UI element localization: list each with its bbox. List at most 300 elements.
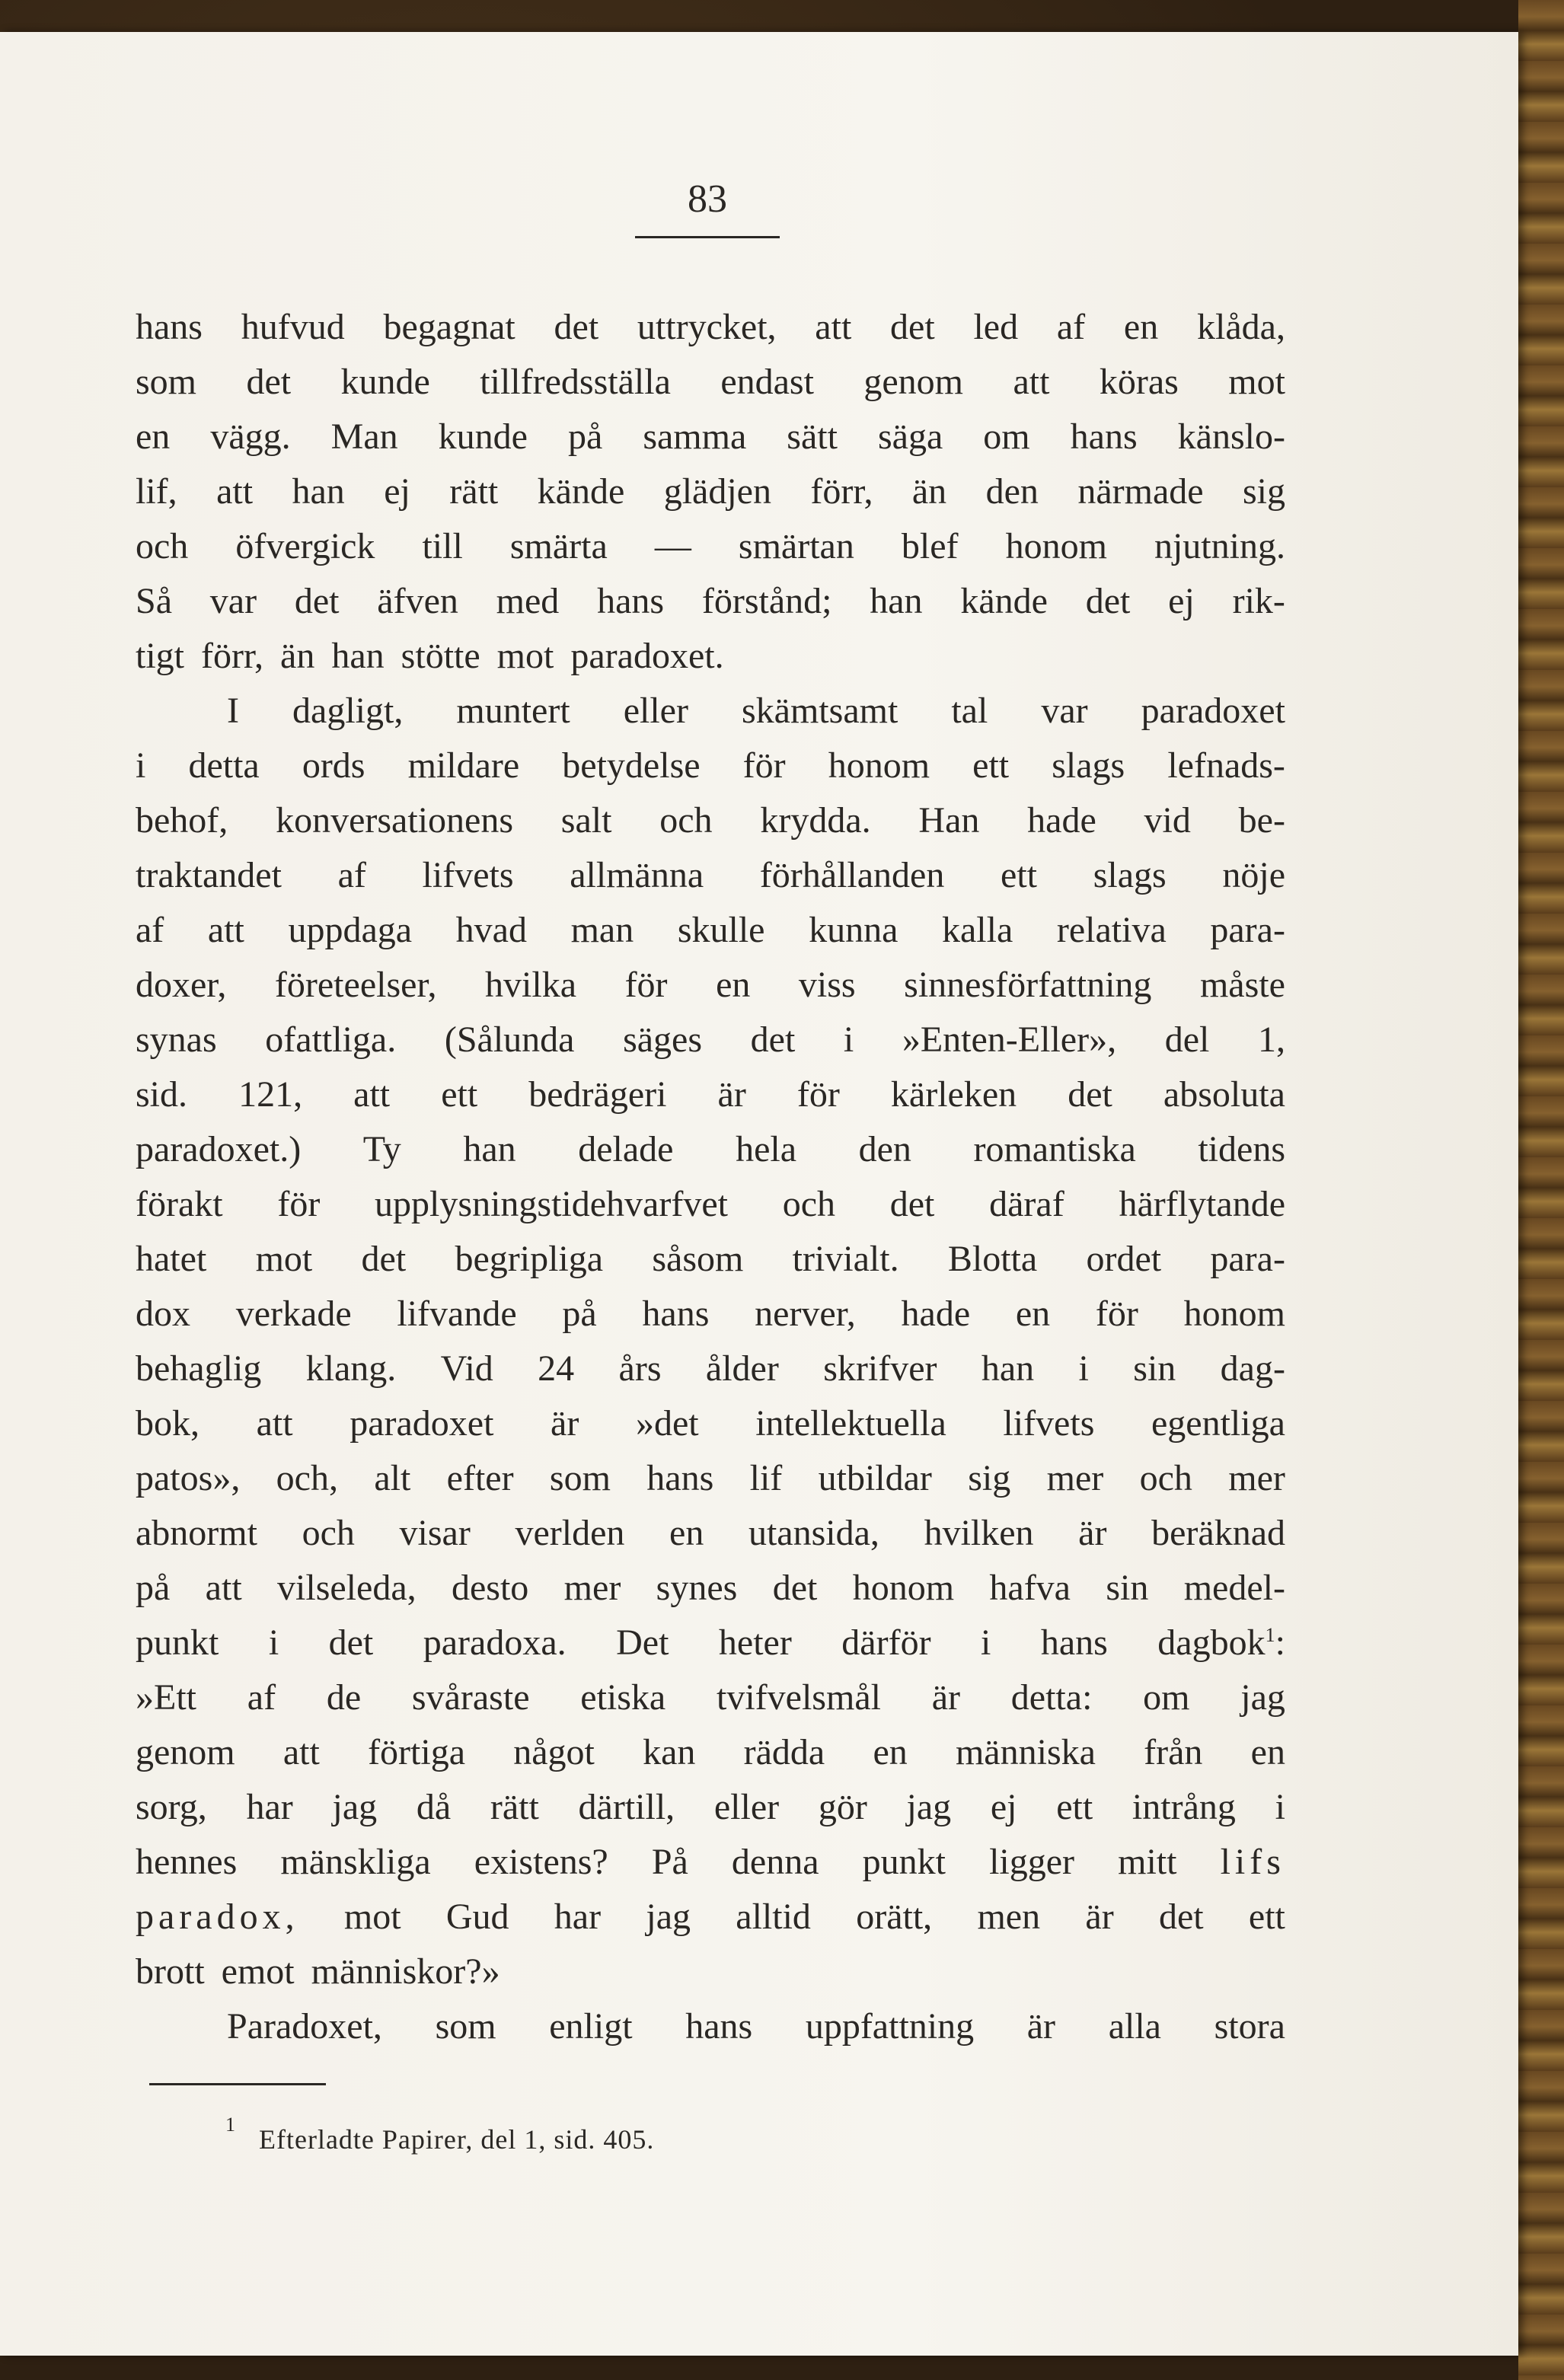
word: köras: [1099, 362, 1179, 402]
text-line: [136, 355, 1285, 410]
word: hade: [1027, 800, 1096, 841]
text-line: [136, 574, 1285, 629]
word: då: [416, 1787, 452, 1827]
word: klang.: [305, 1348, 397, 1389]
word: existens?: [474, 1842, 608, 1882]
word: det: [1068, 1074, 1112, 1115]
word: krydda.: [760, 800, 871, 841]
word: intellektuella: [755, 1403, 946, 1444]
word: det: [890, 307, 935, 347]
word: paradoxet: [1141, 691, 1285, 731]
book-page: [0, 32, 1518, 2356]
word: uppfattning: [805, 2006, 975, 2047]
word: »Ett: [136, 1677, 196, 1718]
word: tal: [951, 691, 988, 731]
word: hans: [136, 307, 203, 347]
word: ej: [990, 1787, 1017, 1827]
word: verkade: [235, 1294, 352, 1334]
word: ordet: [1086, 1239, 1162, 1279]
word: detta:: [1010, 1677, 1093, 1718]
word: alla: [1108, 2006, 1161, 2047]
word: mildare: [407, 745, 520, 786]
word: samma: [643, 416, 747, 457]
word: säga: [877, 416, 943, 457]
word: hans: [1040, 1622, 1108, 1663]
word: glädjen: [663, 471, 771, 512]
word: hans: [642, 1294, 710, 1334]
word: begripliga: [455, 1239, 604, 1279]
word: sätt: [787, 416, 838, 457]
page-number: 83: [688, 177, 727, 221]
word: 1,: [1257, 1019, 1285, 1060]
word: sin: [1106, 1568, 1149, 1608]
word: desto: [451, 1568, 529, 1608]
word: hvilka: [485, 965, 577, 1005]
text-line: [136, 1616, 1285, 1670]
word: absoluta: [1163, 1074, 1285, 1115]
word: bedrägeri: [528, 1074, 667, 1115]
word: ett: [972, 745, 1010, 786]
word: af: [337, 855, 366, 895]
word: etiska: [580, 1677, 666, 1718]
word: för: [742, 745, 786, 786]
word: hufvud: [241, 307, 345, 347]
word: är: [1026, 2006, 1056, 2047]
word: en: [1015, 1294, 1051, 1334]
word: af: [1056, 307, 1086, 347]
word: led: [973, 307, 1019, 347]
word: kan: [643, 1732, 696, 1772]
word: ett: [1001, 855, 1038, 895]
word: en: [873, 1732, 908, 1772]
word: synas: [136, 1019, 217, 1060]
word: och: [1139, 1458, 1192, 1498]
text-line: [136, 1287, 1285, 1342]
word: muntert: [456, 691, 570, 731]
word: däraf: [989, 1184, 1064, 1224]
word: traktandet: [136, 855, 282, 895]
word: ett: [441, 1074, 478, 1115]
word: det: [554, 307, 599, 347]
page-number-rule: [635, 236, 780, 238]
word: sig: [1242, 471, 1285, 512]
word: hans: [685, 2006, 753, 2047]
word: stötte: [401, 636, 480, 676]
word: skämtsamt: [741, 691, 899, 731]
word: för: [1095, 1294, 1138, 1334]
word: för: [277, 1184, 321, 1224]
word: honom: [828, 745, 930, 786]
word: än: [280, 636, 315, 676]
word: tigt: [136, 636, 185, 676]
word: Vid: [440, 1348, 493, 1389]
word: har: [246, 1787, 293, 1827]
word: dagligt,: [292, 691, 404, 731]
word: en: [1250, 1732, 1285, 1772]
word: njutning.: [1154, 526, 1285, 566]
word: på: [136, 1568, 171, 1608]
word: förr,: [201, 636, 264, 676]
word: än: [911, 471, 947, 512]
word: orätt,: [856, 1897, 933, 1937]
word: 121,: [238, 1074, 303, 1115]
word: mer: [1228, 1458, 1285, 1498]
text-line: [136, 684, 1285, 739]
word: behof,: [136, 800, 228, 841]
text-line: [136, 848, 1285, 903]
word: lifvande: [397, 1294, 517, 1334]
word: om: [983, 416, 1030, 457]
word: det: [889, 1184, 935, 1224]
word: »det: [635, 1403, 699, 1444]
word: säges: [623, 1019, 703, 1060]
word: dagbok$^1$:: [1157, 1622, 1285, 1663]
word: allmänna: [570, 855, 704, 895]
word: års: [618, 1348, 662, 1389]
word: honom: [1183, 1294, 1285, 1334]
word: jag: [906, 1787, 952, 1827]
word: hela: [736, 1129, 797, 1169]
word: bok,: [136, 1403, 199, 1444]
word: svåraste: [411, 1677, 530, 1718]
word: kalla: [941, 910, 1013, 950]
word: han: [331, 636, 385, 676]
word: man: [570, 910, 634, 950]
word: hans: [597, 581, 665, 621]
word: visar: [399, 1513, 471, 1553]
word: mitt: [1118, 1842, 1177, 1882]
text-line: [136, 903, 1285, 958]
word: därför: [841, 1622, 931, 1663]
word: På: [651, 1842, 688, 1882]
word: tillfredsställa: [480, 362, 671, 402]
word: nöje: [1222, 855, 1285, 895]
word: han: [292, 471, 345, 512]
word: till: [422, 526, 463, 566]
word: paradoxet.): [136, 1129, 302, 1169]
word: hennes: [136, 1842, 238, 1882]
word: relativa: [1056, 910, 1167, 950]
word: smärta: [509, 526, 608, 566]
word: lif,: [136, 471, 177, 512]
word: behaglig: [136, 1348, 262, 1389]
footnote-marker: 1: [225, 2114, 235, 2136]
word: kände: [537, 471, 625, 512]
word: abnormt: [136, 1513, 257, 1553]
word: rätt: [490, 1787, 539, 1827]
word: en: [716, 965, 751, 1005]
text-line: [136, 1232, 1285, 1287]
word: det: [328, 1622, 374, 1663]
text-line: [136, 1780, 1285, 1835]
word: emot: [221, 1951, 295, 1992]
word: i: [136, 745, 146, 786]
text-line: [136, 1835, 1285, 1890]
word: att: [207, 910, 244, 950]
text-line: [136, 1725, 1285, 1780]
word: som: [435, 2006, 496, 2047]
text-line: [136, 793, 1285, 848]
word: patos»,: [136, 1458, 241, 1498]
word: för: [624, 965, 668, 1005]
word: hafva: [989, 1568, 1071, 1608]
word: att: [205, 1568, 242, 1608]
word: förhållanden: [759, 855, 945, 895]
word: på: [562, 1294, 597, 1334]
word: lifvets: [1003, 1403, 1095, 1444]
word: punkt: [862, 1842, 946, 1882]
word: hans: [1070, 416, 1138, 457]
text-line: [136, 1177, 1285, 1232]
word: Man: [330, 416, 398, 457]
word: honom: [852, 1568, 955, 1608]
word: i: [1275, 1787, 1285, 1827]
word: ligger: [989, 1842, 1075, 1882]
word: jag: [646, 1897, 691, 1937]
word: mot: [255, 1239, 313, 1279]
word: eller: [713, 1787, 780, 1827]
word: gör: [818, 1787, 867, 1827]
word: jag: [1240, 1677, 1285, 1718]
word: stora: [1214, 2006, 1285, 2047]
word: jag: [332, 1787, 378, 1827]
footnote-rule: [149, 2083, 326, 2085]
word: är: [551, 1403, 579, 1444]
word: han: [463, 1129, 516, 1169]
word: paradoxet.: [570, 636, 724, 676]
word: Blotta: [947, 1239, 1038, 1279]
word: hvilken: [924, 1513, 1034, 1553]
word: sid.: [136, 1074, 188, 1115]
word: utbildar: [818, 1458, 932, 1498]
word: intrång: [1132, 1787, 1236, 1827]
word: Så: [136, 581, 172, 621]
word: genom: [136, 1732, 235, 1772]
word: det: [750, 1019, 796, 1060]
word: han: [870, 581, 923, 621]
word: —: [654, 526, 691, 566]
word: hade: [901, 1294, 971, 1334]
word: alt: [374, 1458, 411, 1498]
word: doxer,: [136, 965, 227, 1005]
word: para-: [1210, 910, 1285, 950]
word: brott: [136, 1951, 205, 1992]
word: i: [1078, 1348, 1089, 1389]
word: för: [796, 1074, 840, 1115]
word: enligt: [549, 2006, 633, 2047]
word: rätt: [449, 471, 499, 512]
word: Paradoxet,: [227, 2006, 382, 2047]
body-text: [136, 300, 1285, 2054]
text-line: [136, 1506, 1285, 1561]
word: genom: [863, 362, 964, 402]
word: 24: [538, 1348, 575, 1389]
word: kärleken: [890, 1074, 1017, 1115]
book-binding-edge: [1518, 0, 1564, 2380]
word: som: [136, 362, 197, 402]
word: utansida,: [748, 1513, 879, 1553]
word: såsom: [652, 1239, 744, 1279]
text-line: [136, 1396, 1285, 1451]
word: salt: [560, 800, 612, 841]
text-line: [136, 1013, 1285, 1067]
word: paradox,: [136, 1897, 299, 1937]
text-line: [136, 1670, 1285, 1725]
word: och: [136, 526, 189, 566]
word: i: [843, 1019, 854, 1060]
word: uppdaga: [288, 910, 413, 950]
word: från: [1144, 1732, 1203, 1772]
word: därtill,: [578, 1787, 675, 1827]
word: en: [669, 1513, 704, 1553]
word: ej: [384, 471, 410, 512]
word: en: [1123, 307, 1159, 347]
word: förakt: [136, 1184, 223, 1224]
word: skulle: [677, 910, 765, 950]
word: af: [136, 910, 164, 950]
word: detta: [188, 745, 260, 786]
word: att: [353, 1074, 391, 1115]
word: delade: [578, 1129, 674, 1169]
word: sig: [968, 1458, 1011, 1498]
text-line: [136, 1451, 1285, 1506]
word: i: [268, 1622, 279, 1663]
word: vilseleda,: [277, 1568, 417, 1608]
word: lefnads-: [1167, 745, 1285, 786]
text-line: [136, 1342, 1285, 1396]
text-line: [136, 958, 1285, 1013]
word: hvad: [455, 910, 527, 950]
word: kunde: [438, 416, 528, 457]
word: men: [977, 1897, 1041, 1937]
word: äfven: [377, 581, 458, 621]
word: rik-: [1232, 581, 1285, 621]
word: Det: [616, 1622, 669, 1663]
word: efter: [446, 1458, 514, 1498]
word: ords: [302, 745, 365, 786]
word: lif: [749, 1458, 783, 1498]
word: »Enten-Eller»,: [902, 1019, 1117, 1060]
word: om: [1143, 1677, 1190, 1718]
text-line: [136, 1945, 1285, 1999]
word: att: [256, 1403, 293, 1444]
word: ålder: [705, 1348, 779, 1389]
word: är: [1078, 1513, 1107, 1553]
word: människor?»: [311, 1951, 500, 1992]
text-line: [136, 1999, 1285, 2054]
word: det: [1158, 1897, 1204, 1937]
word: paradoxa.: [423, 1622, 567, 1663]
word: Ty: [362, 1129, 401, 1169]
word: tvifvelsmål: [717, 1677, 881, 1718]
word: förstånd;: [701, 581, 832, 621]
word: konversationens: [276, 800, 514, 841]
word: de: [326, 1677, 362, 1718]
word: honom: [1005, 526, 1107, 566]
word: be-: [1238, 800, 1285, 841]
word: har: [554, 1897, 602, 1937]
word: med: [496, 581, 560, 621]
word: att: [1013, 362, 1050, 402]
word: rädda: [743, 1732, 825, 1772]
word: heter: [718, 1622, 792, 1663]
word: och,: [276, 1458, 338, 1498]
word: I: [227, 691, 239, 731]
word: mot: [1228, 362, 1285, 402]
word: mot: [343, 1897, 401, 1937]
word: slags: [1093, 855, 1167, 895]
word: mot: [496, 636, 554, 676]
word: som: [549, 1458, 611, 1498]
word: kände: [960, 581, 1048, 621]
word: på: [567, 416, 603, 457]
word: människa: [955, 1732, 1096, 1772]
word: upplysningstidehvarfvet: [375, 1184, 728, 1224]
word: företeelser,: [274, 965, 437, 1005]
word: Han: [918, 800, 980, 841]
word: vid: [1144, 800, 1191, 841]
word: den: [985, 471, 1039, 512]
text-line: [136, 410, 1285, 464]
word: af: [247, 1677, 276, 1718]
word: var: [209, 581, 257, 621]
word: denna: [731, 1842, 819, 1882]
word: betydelse: [562, 745, 701, 786]
word: kunde: [340, 362, 430, 402]
word: ett: [1056, 1787, 1093, 1827]
word: det: [772, 1568, 818, 1608]
word: att: [216, 471, 254, 512]
word: var: [1041, 691, 1088, 731]
footnote-text: Efterladte Papirer, del 1, sid. 405.: [259, 2124, 655, 2155]
word: och: [659, 800, 713, 841]
text-line: [136, 739, 1285, 793]
text-line: [136, 1122, 1285, 1177]
word: förr,: [810, 471, 873, 512]
word: viss: [798, 965, 856, 1005]
word: paradoxet: [350, 1403, 494, 1444]
word: synes: [656, 1568, 738, 1608]
word: blef: [901, 526, 959, 566]
word: skrifver: [823, 1348, 937, 1389]
word: Gud: [445, 1897, 509, 1937]
word: para-: [1210, 1239, 1285, 1279]
word: är: [1085, 1897, 1114, 1937]
word: punkt: [136, 1622, 219, 1663]
word: eller: [623, 691, 688, 731]
text-line: [136, 1561, 1285, 1616]
word: att: [815, 307, 852, 347]
word: begagnat: [383, 307, 515, 347]
word: något: [513, 1732, 595, 1772]
word: är: [931, 1677, 961, 1718]
word: smärtan: [738, 526, 854, 566]
word: romantiska: [973, 1129, 1136, 1169]
word: mänskliga: [280, 1842, 431, 1882]
word: vägg.: [210, 416, 291, 457]
word: beräknad: [1151, 1513, 1285, 1553]
word: egentliga: [1151, 1403, 1285, 1444]
word: närmade: [1077, 471, 1204, 512]
text-line: [136, 519, 1285, 574]
word: det: [1085, 581, 1131, 621]
word: och: [302, 1513, 355, 1553]
word: sin: [1133, 1348, 1176, 1389]
word: trivialt.: [792, 1239, 899, 1279]
word: mer: [1046, 1458, 1104, 1498]
word: det: [246, 362, 292, 402]
word: verlden: [515, 1513, 625, 1553]
